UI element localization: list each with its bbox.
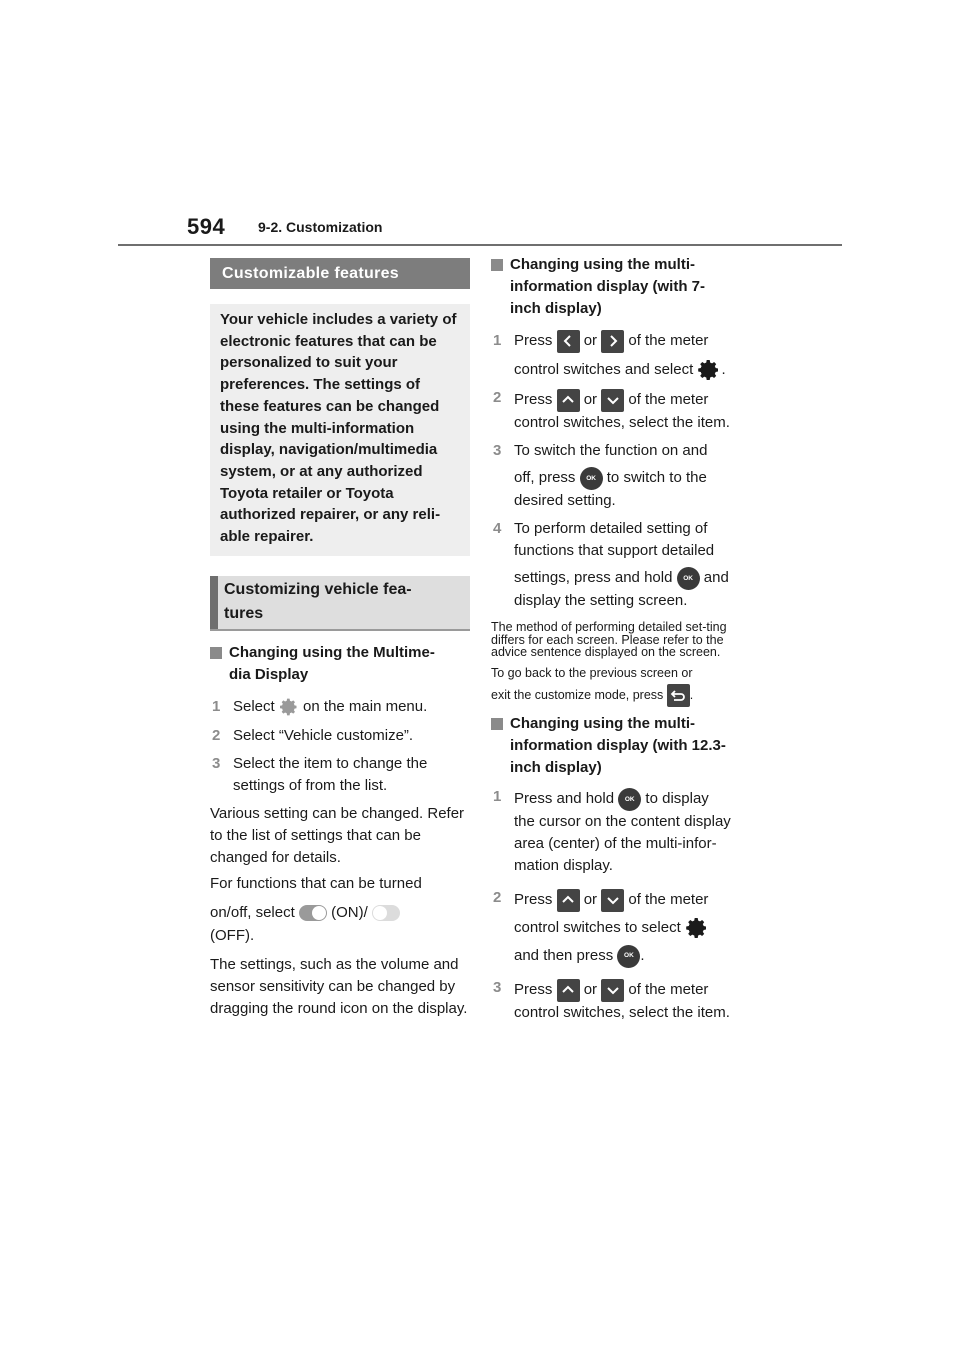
text: (ON)/ xyxy=(331,903,368,921)
step-line: functions that support detailed xyxy=(514,542,715,559)
step-1 xyxy=(210,695,470,719)
down-arrow-icon xyxy=(601,889,624,912)
note: The method of performing detailed set-ting differs for each screen. Please refer to the advice sentence displayed on the screen. xyxy=(491,620,727,659)
step-number: 1 xyxy=(493,332,502,349)
down-arrow-icon xyxy=(601,389,624,412)
step-3 xyxy=(491,977,753,1024)
step-2 xyxy=(210,725,470,747)
step-2 xyxy=(491,887,753,969)
page-number: 594 xyxy=(187,214,226,239)
settings-gear-icon xyxy=(685,916,709,940)
period: . xyxy=(721,361,726,378)
multimedia-display-heading xyxy=(210,642,470,686)
up-arrow-icon xyxy=(557,389,580,412)
title-line: inch display) xyxy=(510,300,602,317)
settings-gear-icon xyxy=(697,358,721,382)
step-line xyxy=(514,786,753,811)
step-number: 2 xyxy=(493,889,502,907)
toggle-off-icon xyxy=(372,905,400,921)
step-number: 2 xyxy=(493,389,502,406)
right-column xyxy=(491,254,753,1024)
paragraph: Various setting can be changed. Refer to the list of settings that can be changed for details. xyxy=(210,804,465,866)
title-line: Changing using the multi- xyxy=(510,715,695,733)
ok-button-icon: OK xyxy=(580,467,603,490)
square-bullet-icon xyxy=(210,647,222,659)
step-line: desired setting. xyxy=(514,492,616,509)
ok-button-icon: OK xyxy=(618,788,641,811)
step-3 xyxy=(491,440,753,512)
ok-button-icon: OK xyxy=(617,945,640,968)
text: control switches and select xyxy=(514,361,694,378)
back-icon xyxy=(667,684,690,707)
text: or xyxy=(583,981,598,999)
text: Press xyxy=(514,391,553,408)
text-line: For functions that can be turned xyxy=(210,874,422,892)
right-arrow-icon xyxy=(601,330,624,353)
square-bullet-icon xyxy=(491,718,503,730)
step-number: 3 xyxy=(212,754,221,772)
text: settings, press and hold xyxy=(514,569,673,586)
up-arrow-icon xyxy=(557,889,580,912)
text: of the meter xyxy=(628,332,709,349)
twelve-inch-heading xyxy=(491,713,753,779)
text-line: (OFF). xyxy=(210,926,255,944)
step-line: display the setting screen. xyxy=(514,592,688,609)
step-number: 1 xyxy=(493,788,502,806)
step-number: 2 xyxy=(212,726,221,744)
text: Press xyxy=(514,332,553,349)
title-line: inch display) xyxy=(510,759,602,777)
text: or xyxy=(583,332,598,349)
step-1 xyxy=(491,786,753,877)
text: or xyxy=(583,391,598,408)
up-arrow-icon xyxy=(557,979,580,1002)
subheading-underline xyxy=(210,629,470,631)
square-bullet-icon xyxy=(491,259,503,271)
text: or xyxy=(583,891,598,909)
step-text: on the main menu. xyxy=(303,697,428,715)
step-line: control switches, select the item. xyxy=(514,1004,730,1022)
intro-box: Your vehicle includes a variety of electronic features that can be personalized to suit your preferences. The settings of these features can be changed using the multi-information display, navigation/multimedia system, or at any authorized Toyota retailer or Toyota authorized repairer, or any reli-able repairer. xyxy=(210,304,470,556)
settings-gear-icon xyxy=(279,697,299,717)
text: of the meter xyxy=(628,981,709,999)
step-line xyxy=(514,977,753,1002)
text: Press xyxy=(514,981,553,999)
subheading-line-2: tures xyxy=(224,604,264,622)
step-line: To switch the function on and xyxy=(514,442,708,459)
step-line xyxy=(514,327,753,354)
down-arrow-icon xyxy=(601,979,624,1002)
text: of the meter xyxy=(628,391,709,408)
step-2 xyxy=(491,387,753,434)
step-line xyxy=(514,465,753,490)
text: Press xyxy=(514,891,553,909)
step-line: area (center) of the multi-infor- xyxy=(514,835,717,853)
title-line: Changing using the Multime- xyxy=(229,643,435,661)
period: . xyxy=(640,947,645,965)
period: . xyxy=(689,688,694,702)
step-line xyxy=(514,565,753,590)
step-number: 3 xyxy=(493,442,502,459)
header-rule xyxy=(118,244,842,246)
toggle-on-icon xyxy=(299,905,327,921)
text: to switch to the xyxy=(606,469,707,486)
seven-inch-heading xyxy=(491,254,753,320)
step-line xyxy=(514,356,753,383)
text: off, press xyxy=(514,469,576,486)
title-line: Changing using the multi- xyxy=(510,256,695,273)
title-line: information display (with 12.3- xyxy=(510,737,726,755)
step-line xyxy=(514,387,753,412)
text: to display xyxy=(645,790,709,808)
step-line: the cursor on the content display xyxy=(514,813,731,831)
left-column xyxy=(210,258,470,1020)
section-title: 9-2. Customization xyxy=(258,219,383,235)
step-3 xyxy=(210,753,470,797)
step-line xyxy=(514,915,753,941)
step-line xyxy=(514,887,753,912)
note xyxy=(491,667,753,708)
text: and xyxy=(703,569,729,586)
customizable-features-heading: Customizable features xyxy=(210,258,470,289)
customizing-vehicle-features-heading xyxy=(210,576,470,629)
note-line xyxy=(491,683,753,707)
left-arrow-icon xyxy=(557,330,580,353)
step-line xyxy=(514,943,753,969)
text-line xyxy=(210,901,470,925)
step-text: settings of from the list. xyxy=(233,776,388,794)
text: exit the customize mode, press xyxy=(491,688,664,702)
subheading-line-1: Customizing vehicle fea- xyxy=(224,580,412,598)
step-text: Select the item to change the xyxy=(233,754,428,772)
step-line: mation display. xyxy=(514,857,613,875)
text: of the meter xyxy=(628,891,709,909)
step-text: Select “Vehicle customize”. xyxy=(233,726,414,744)
title-line: dia Display xyxy=(229,665,309,683)
step-line: control switches, select the item. xyxy=(514,414,730,431)
note-line: To go back to the previous screen or xyxy=(491,665,693,680)
step-line: To perform detailed setting of xyxy=(514,520,708,537)
step-number: 3 xyxy=(493,979,502,997)
step-number: 1 xyxy=(212,697,221,715)
paragraph: The settings, such as the volume and sensor sensitivity can be changed by dragging the round icon on the display. xyxy=(210,955,468,1017)
step-1 xyxy=(491,327,753,383)
step-text: Select xyxy=(233,697,275,715)
step-4 xyxy=(491,518,753,612)
text: on/off, select xyxy=(210,903,295,921)
text: control switches to select xyxy=(514,919,681,937)
title-line: information display (with 7- xyxy=(510,278,706,295)
step-number: 4 xyxy=(493,520,502,537)
ok-button-icon: OK xyxy=(677,567,700,590)
paragraph xyxy=(210,873,470,947)
text: and then press xyxy=(514,947,614,965)
text: Press and hold xyxy=(514,790,615,808)
